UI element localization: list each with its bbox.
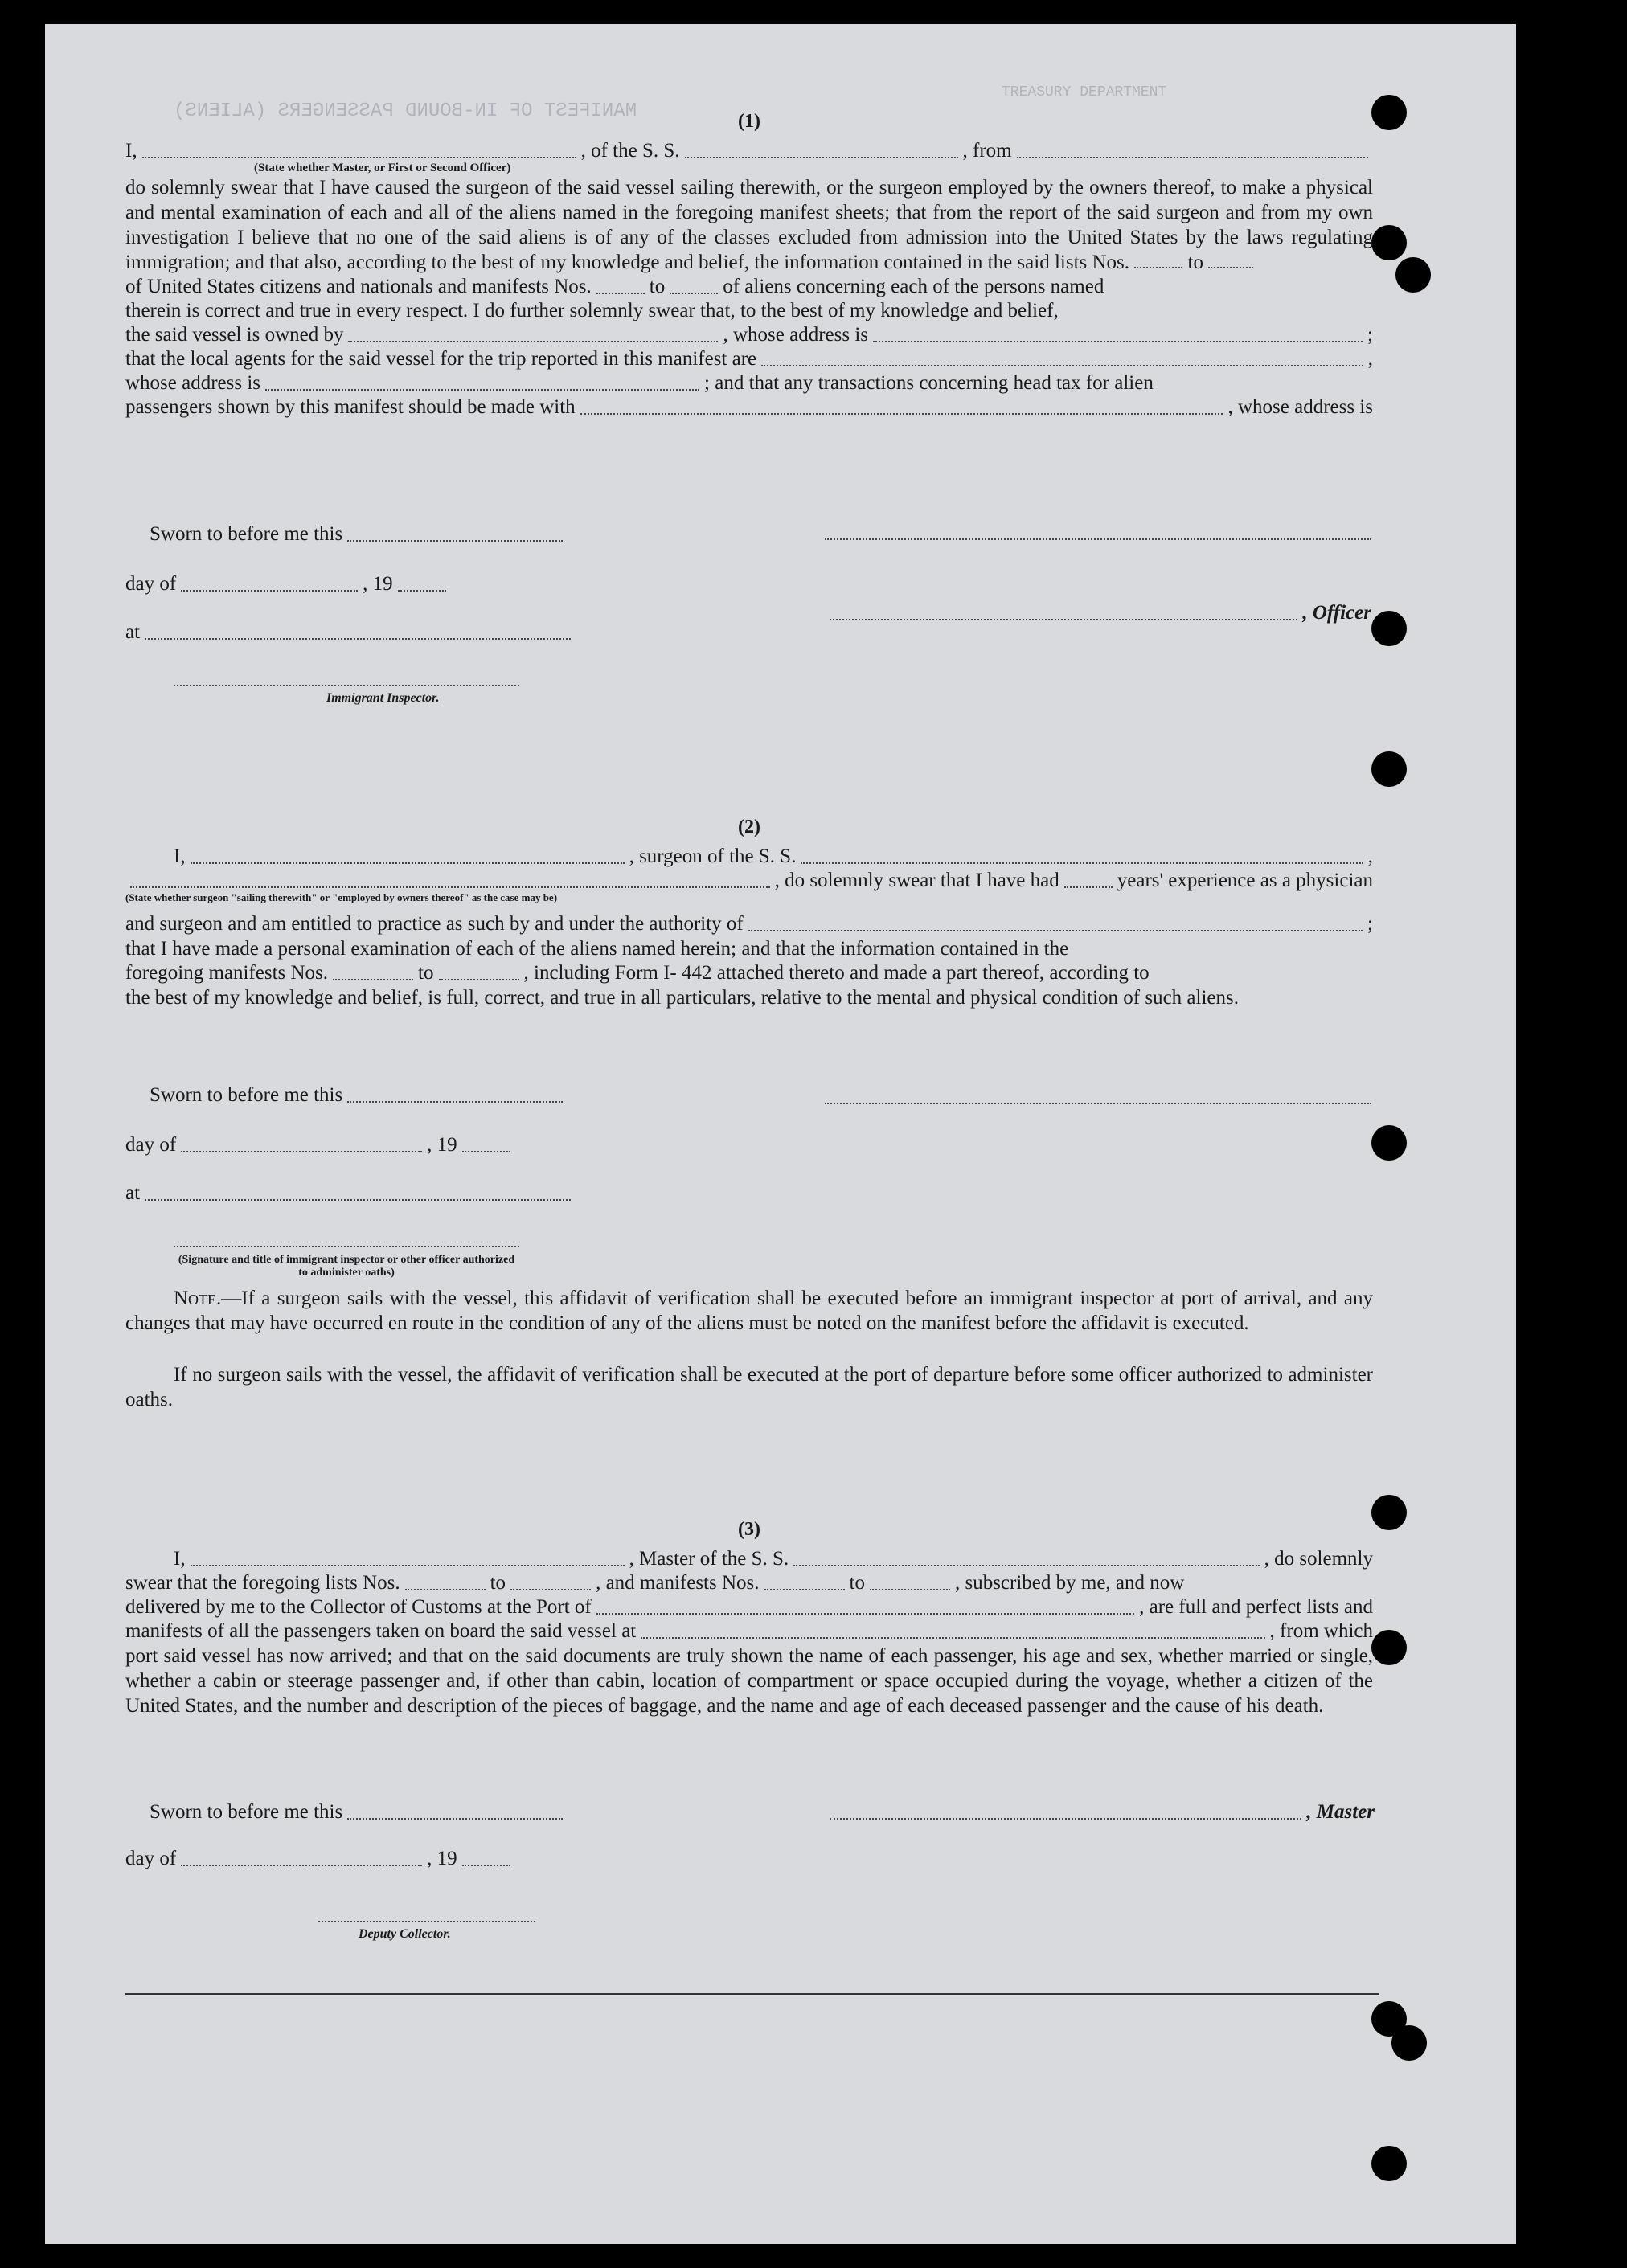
text: swear that the foregoing lists Nos. xyxy=(125,1572,400,1594)
text: and surgeon and am entitled to practice as such by and under the authority of xyxy=(125,913,744,935)
oath-paragraph: the best of my knowledge and belief, is full, correct, and true in all particulars, relative to the mental and physical condition of such aliens. xyxy=(125,987,1239,1009)
text: , surgeon of the S. S. xyxy=(629,845,797,867)
at-blank[interactable] xyxy=(145,638,571,640)
surgeon-type-blank[interactable] xyxy=(130,886,770,888)
text: at xyxy=(125,621,141,643)
punch-hole xyxy=(1391,2025,1427,2061)
text: , 19 xyxy=(427,1848,457,1869)
years-blank[interactable] xyxy=(1064,886,1113,888)
punch-hole xyxy=(1371,1125,1407,1161)
signature-caption: (Signature and title of immigrant inspector or other officer authorized to administer oaths) xyxy=(178,1254,515,1279)
text: to xyxy=(418,962,434,984)
oath-text xyxy=(125,175,1373,275)
oath-paragraph: port said vessel has now arrived; and that on the said documents are truly shown the name of each passenger, his age and sex, whether married or single, whether a cabin or steerage passenger and, if other than cabin, location of compartment or space occupied during the voyage, whether a citizen of the United States, and the number and description of the pieces of baggage, and the name and age of each deceased passenger and the cause of his death. xyxy=(125,1645,1373,1717)
text: , 19 xyxy=(427,1134,457,1156)
text: , 19 xyxy=(363,573,393,595)
text: of United States citizens and nationals and manifests Nos. xyxy=(125,276,592,297)
punch-hole xyxy=(1371,2146,1407,2181)
at-blank[interactable] xyxy=(145,1199,571,1201)
text: , from xyxy=(962,140,1012,162)
at-line-2 xyxy=(125,1181,576,1206)
section-number: (2) xyxy=(738,817,760,837)
text: , subscribed by me, and now xyxy=(954,1572,1185,1594)
text: passengers shown by this manifest should be made with xyxy=(125,396,576,418)
text: , from which xyxy=(1269,1620,1373,1642)
year-blank[interactable] xyxy=(462,1151,510,1152)
text: day of xyxy=(125,1134,177,1156)
oath-paragraph: that I have made a personal examination of each of the aliens named herein; and that the information contained in the xyxy=(125,938,1069,960)
text: , Master of the S. S. xyxy=(629,1548,789,1570)
text: , do solemnly swear that I have had xyxy=(774,870,1059,891)
section-1 xyxy=(125,111,1373,420)
text: day of xyxy=(125,573,177,595)
master-name-blank[interactable] xyxy=(191,1565,625,1566)
master-signature-blank[interactable] xyxy=(830,1818,1301,1820)
section-number: (1) xyxy=(738,111,760,132)
signature-line[interactable] xyxy=(825,538,1371,540)
year-blank[interactable] xyxy=(462,1865,510,1866)
officer-label: , Officer xyxy=(1302,602,1371,624)
text: of aliens concerning each of the persons named xyxy=(723,276,1104,297)
at-line-1 xyxy=(125,620,576,645)
officer-signature-line[interactable] xyxy=(174,1246,519,1247)
collector-caption: Deputy Collector. xyxy=(359,1927,451,1941)
text: Sworn to before me this xyxy=(150,523,343,545)
punch-hole xyxy=(1395,257,1431,293)
text: manifests of all the passengers taken on board the said vessel at xyxy=(125,1620,637,1642)
manifest-from-blank[interactable] xyxy=(596,293,645,294)
day-blank[interactable] xyxy=(181,1865,422,1866)
vessel-name-blank[interactable] xyxy=(685,157,958,158)
text: I, xyxy=(174,1548,186,1570)
officer-caption: (State whether Master, or First or Second Officer) xyxy=(254,162,511,174)
sworn-date-blank[interactable] xyxy=(347,1101,563,1103)
master-vessel-blank[interactable] xyxy=(793,1565,1259,1566)
text: I, xyxy=(125,140,137,162)
surgeon-signature-line[interactable] xyxy=(825,1103,1371,1104)
section-2 xyxy=(125,817,1373,1010)
manifest-from-blank[interactable] xyxy=(333,979,413,980)
manifest-to-blank[interactable] xyxy=(670,293,718,294)
master-signature xyxy=(825,1800,1375,1824)
punch-hole xyxy=(1371,1630,1407,1665)
officer-name-blank[interactable] xyxy=(142,157,576,158)
authority-blank[interactable] xyxy=(748,930,1363,931)
officer-signature-blank[interactable] xyxy=(830,619,1297,620)
punch-hole xyxy=(1371,95,1407,130)
note-text: —If a surgeon sails with the vessel, this affidavit of verification shall be executed before an immigrant inspector at port of arrival, and any changes that may have occurred en route in the condition of any of the aliens must be noted on the manifest before the affidavit is executed. xyxy=(125,1288,1373,1334)
text: that the local agents for the said vessel for the trip reported in this manifest are xyxy=(125,348,757,370)
text: therein is correct and true in every respect. I do further solemnly swear that, to the best of my knowledge and belief, xyxy=(125,300,1059,321)
year-blank[interactable] xyxy=(398,590,446,592)
owner-blank[interactable] xyxy=(348,341,718,342)
punch-hole xyxy=(1371,225,1407,260)
text: to xyxy=(649,276,666,297)
text: foregoing manifests Nos. xyxy=(125,962,329,984)
text: , including Form I- 442 attached thereto and made a part thereof, according to xyxy=(523,962,1150,984)
departure-port-blank[interactable] xyxy=(1017,157,1368,158)
port-blank[interactable] xyxy=(596,1613,1134,1615)
oath-paragraph: do solemnly swear that I have caused the surgeon of the said vessel sailing therewith, or the surgeon employed by the owners thereof, to make a physical and mental examination of each and all of the aliens named in the foregoing manifest sheets; that from the report of the said surgeon and from my own investigation I believe that no one of the said aliens is of any of the classes excluded from admission into the United States by the laws regulating immigration; and that also, according to the best of my knowledge and belief, the information contained in the said lists Nos. xyxy=(125,177,1373,273)
collector-signature-line[interactable] xyxy=(318,1921,535,1922)
text: to xyxy=(1187,252,1203,273)
sworn-line-3 xyxy=(150,1800,568,1824)
text: day of xyxy=(125,1848,177,1869)
section-number: (3) xyxy=(738,1519,760,1540)
manifest-from-blank[interactable] xyxy=(764,1589,845,1590)
text: I, xyxy=(174,845,186,867)
lists-to-blank[interactable] xyxy=(510,1589,591,1590)
text: , of the S. S. xyxy=(580,140,680,162)
embark-port-blank[interactable] xyxy=(641,1637,1264,1639)
local-agents-blank[interactable] xyxy=(761,365,1363,366)
note xyxy=(125,1286,1373,1336)
text: , whose address is xyxy=(723,324,869,346)
manifest-to-blank[interactable] xyxy=(870,1589,950,1590)
inspector-signature-line[interactable] xyxy=(174,685,519,686)
text: , are full and perfect lists and xyxy=(1139,1596,1373,1618)
master-label: , Master xyxy=(1306,1801,1375,1823)
lists-to-blank[interactable] xyxy=(1208,267,1253,268)
bleed-through-text: MANIFEST OF IN-BOUND PASSENGERS (ALIENS) xyxy=(174,100,637,122)
sworn-date-blank[interactable] xyxy=(347,1818,563,1820)
sworn-date-blank[interactable] xyxy=(347,540,563,542)
lists-from-blank[interactable] xyxy=(405,1589,486,1590)
owner-address-blank[interactable] xyxy=(873,341,1363,342)
text: whose address is xyxy=(125,372,261,394)
inspector-caption: Immigrant Inspector. xyxy=(326,691,440,705)
text: ; xyxy=(1367,913,1373,935)
section-3 xyxy=(125,1519,1373,1718)
punch-hole xyxy=(1371,611,1407,646)
day-line-2 xyxy=(125,1133,527,1157)
sworn-line-1 xyxy=(150,522,568,547)
punch-hole xyxy=(1371,751,1407,787)
text: Sworn to before me this xyxy=(150,1084,343,1106)
text: , and manifests Nos. xyxy=(596,1572,760,1594)
text: to xyxy=(490,1572,506,1594)
text: , xyxy=(1367,348,1373,370)
bleed-through-text: TREASURY DEPARTMENT xyxy=(1002,84,1167,100)
text: the said vessel is owned by xyxy=(125,324,344,346)
text: ; xyxy=(1367,324,1373,346)
manifest-to-blank[interactable] xyxy=(439,979,519,980)
surgeon-vessel-blank[interactable] xyxy=(801,862,1363,864)
note-label: Note. xyxy=(174,1288,222,1309)
day-line-3 xyxy=(125,1847,527,1871)
text: to xyxy=(849,1572,865,1594)
officer-signature xyxy=(825,601,1371,625)
lists-from-blank[interactable] xyxy=(1134,267,1182,268)
agent-address-blank[interactable] xyxy=(265,389,699,391)
text: ; and that any transactions concerning head tax for alien xyxy=(704,372,1154,394)
surgeon-name-blank[interactable] xyxy=(191,862,625,864)
sworn-line-2 xyxy=(150,1083,568,1107)
day-blank[interactable] xyxy=(181,590,358,592)
surgeon-caption: (State whether surgeon "sailing therewith" or "employed by owners thereof" as the case may be) xyxy=(125,891,558,903)
note-2: If no surgeon sails with the vessel, the affidavit of verification shall be executed at the port of departure before some officer authorized to administer oaths. xyxy=(125,1364,1373,1410)
text: delivered by me to the Collector of Customs at the Port of xyxy=(125,1596,592,1618)
manifest-page xyxy=(45,24,1516,2244)
day-line-1 xyxy=(125,572,527,596)
text: , do solemnly xyxy=(1264,1548,1373,1570)
punch-hole xyxy=(1371,1495,1407,1530)
text: Sworn to before me this xyxy=(150,1801,343,1823)
text: , whose address is xyxy=(1227,396,1373,418)
head-tax-agent-blank[interactable] xyxy=(580,413,1223,415)
day-blank[interactable] xyxy=(181,1151,422,1152)
bottom-rule xyxy=(125,1993,1379,1995)
text: , xyxy=(1367,845,1373,867)
text: at xyxy=(125,1182,141,1204)
text: years' experience as a physician xyxy=(1117,870,1373,891)
